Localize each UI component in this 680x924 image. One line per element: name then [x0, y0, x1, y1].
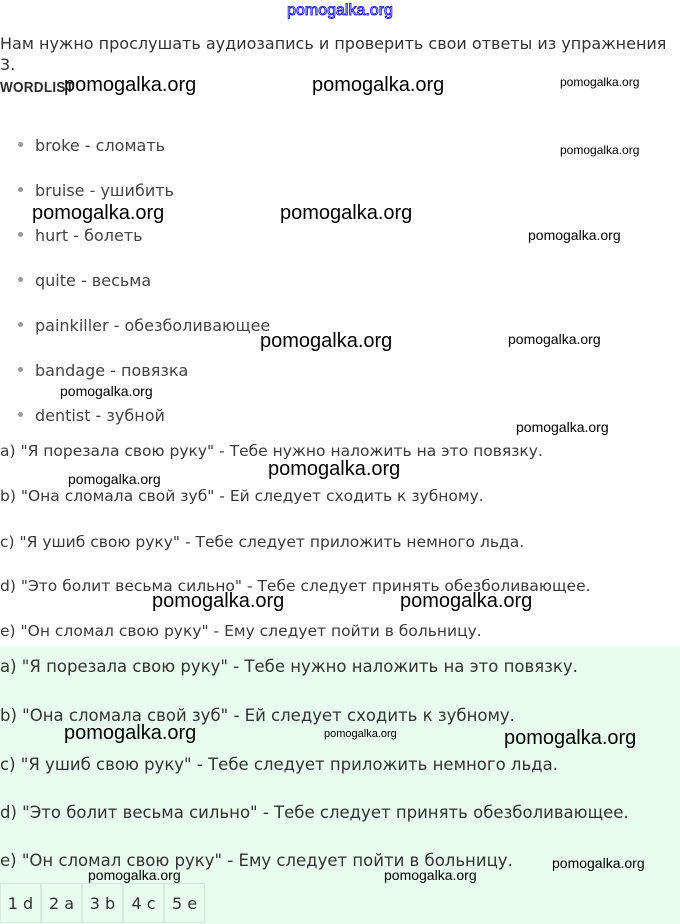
answer-key: 5 e: [164, 883, 205, 923]
watermark: pomogalka.org: [60, 383, 153, 399]
watermark: pomogalka.org: [560, 75, 640, 89]
wordlist-title: WORDLIST: [0, 79, 75, 96]
watermark: pomogalka.org: [32, 202, 165, 224]
bullet-icon: [18, 322, 23, 327]
wordlist-item-text: dentist - зубной: [35, 406, 165, 425]
wordlist-item: [18, 226, 143, 245]
wordlist-item-text: broke - сломать: [35, 136, 166, 155]
wordlist-item-text: painkiller - обезболивающее: [35, 316, 271, 335]
wordlist-item: [18, 406, 165, 425]
intro-text: Нам нужно прослушать аудиозапись и проверить свои ответы из упражнения 3.: [0, 34, 667, 73]
watermark: pomogalka.org: [516, 419, 609, 435]
watermark: pomogalka.org: [64, 722, 197, 744]
answer-b: b) "Она сломала свой зуб" - Ей следует сходить к зубному.: [0, 706, 515, 725]
watermark: pomogalka.org: [64, 74, 197, 96]
sentence-b: b) "Она сломала свой зуб" - Ей следует сходить к зубному.: [0, 487, 484, 505]
answer-keys: [0, 883, 205, 923]
watermark: pomogalka.org: [528, 227, 621, 243]
wordlist-item-text: hurt - болеть: [35, 226, 143, 245]
sentence-e: e) "Он сломал свою руку" - Ему следует пойти в больницу.: [0, 622, 482, 640]
answer-key: 3 b: [82, 883, 123, 923]
wordlist-item: [18, 316, 270, 335]
answer-d: d) "Это болит весьма сильно" - Тебе следует принять обезболивающее.: [0, 803, 629, 822]
watermark: pomogalka.org: [324, 728, 397, 740]
wordlist-item: [18, 181, 174, 200]
watermark: pomogalka.org: [260, 330, 393, 352]
wordlist-item-text: quite - весьма: [35, 271, 152, 290]
answer-e: e) "Он сломал свою руку" - Ему следует пойти в больницу.: [0, 851, 513, 870]
sentence-c: c) "Я ушиб свою руку" - Тебе следует приложить немного льда.: [0, 533, 525, 551]
answer-key: 4 c: [123, 883, 164, 923]
watermark: pomogalka.org: [560, 143, 640, 157]
watermark: pomogalka.org: [504, 727, 637, 749]
sentence-d: d) "Это болит весьма сильно" - Тебе следует принять обезболивающее.: [0, 577, 591, 595]
watermark: pomogalka.org: [312, 74, 445, 96]
watermark: pomogalka.org: [152, 590, 285, 612]
watermark: pomogalka.org: [552, 855, 645, 871]
sentence-a: a) "Я порезала свою руку" - Тебе нужно наложить на это повязку.: [0, 442, 543, 460]
watermark: pomogalka.org: [268, 458, 401, 480]
bullet-icon: [18, 232, 23, 237]
watermark: pomogalka.org: [68, 471, 161, 487]
answer-a: a) "Я порезала свою руку" - Тебе нужно наложить на это повязку.: [0, 657, 578, 676]
answer-key: 1 d: [0, 883, 41, 923]
bullet-icon: [18, 142, 23, 147]
bullet-icon: [18, 367, 23, 372]
site-header-logo: pomogalka.org: [287, 2, 393, 19]
answer-key: 2 a: [41, 883, 82, 923]
bullet-icon: [18, 277, 23, 282]
wordlist-item: [18, 136, 165, 155]
watermark: pomogalka.org: [280, 202, 413, 224]
wordlist-item-text: bruise - ушибить: [35, 181, 174, 200]
bullet-icon: [18, 412, 23, 417]
watermark: pomogalka.org: [508, 331, 601, 347]
watermark: pomogalka.org: [88, 867, 181, 883]
answer-c: c) "Я ушиб свою руку" - Тебе следует приложить немного льда.: [0, 755, 558, 774]
bullet-icon: [18, 187, 23, 192]
watermark: pomogalka.org: [400, 590, 533, 612]
wordlist-item: [18, 361, 188, 380]
watermark: pomogalka.org: [384, 867, 477, 883]
wordlist-item-text: bandage - повязка: [35, 361, 189, 380]
wordlist-item: [18, 271, 151, 290]
